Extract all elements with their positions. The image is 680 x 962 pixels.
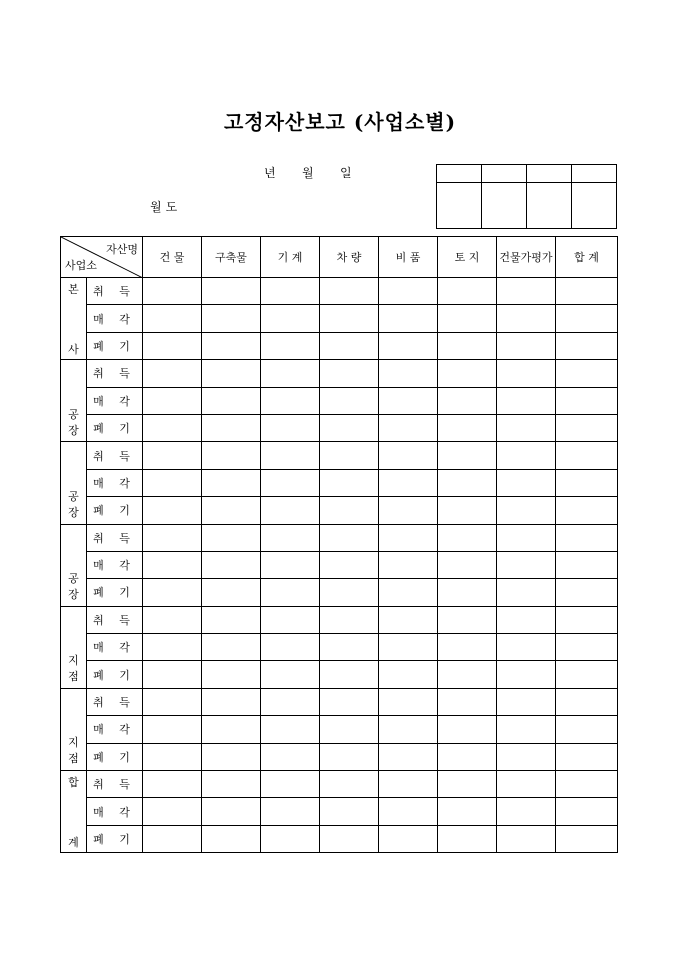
date-year-label: 년 (264, 166, 276, 180)
office-label-bottom: 점 (68, 670, 79, 684)
value-cell[interactable] (556, 551, 618, 578)
column-header: 차 량 (320, 237, 379, 278)
value-cell[interactable] (556, 579, 618, 606)
value-cell[interactable] (320, 442, 379, 469)
transaction-type-label: 폐 기 (87, 332, 143, 359)
value-cell[interactable] (143, 332, 202, 359)
value-cell[interactable] (497, 743, 556, 770)
office-label-bottom: 장 (68, 588, 79, 602)
value-cell[interactable] (379, 798, 438, 825)
value-cell[interactable] (202, 360, 261, 387)
value-cell[interactable] (379, 305, 438, 332)
value-cell[interactable] (320, 414, 379, 441)
value-cell[interactable] (379, 387, 438, 414)
value-cell[interactable] (261, 661, 320, 688)
value-cell[interactable] (202, 469, 261, 496)
date-month-label: 월 (302, 166, 314, 180)
value-cell[interactable] (261, 442, 320, 469)
transaction-type-label: 취 득 (87, 360, 143, 387)
value-cell[interactable] (320, 305, 379, 332)
table-row (61, 579, 618, 606)
table-row (61, 743, 618, 770)
value-cell[interactable] (261, 798, 320, 825)
table-row (61, 414, 618, 441)
transaction-type-label: 폐 기 (87, 497, 143, 524)
transaction-type-label: 매 각 (87, 798, 143, 825)
value-cell[interactable] (379, 606, 438, 633)
value-cell[interactable] (261, 551, 320, 578)
value-cell[interactable] (379, 278, 438, 305)
transaction-type-label: 취 득 (87, 442, 143, 469)
value-cell[interactable] (497, 442, 556, 469)
office-group-label (61, 606, 87, 688)
value-cell[interactable] (261, 716, 320, 743)
value-cell[interactable] (379, 716, 438, 743)
value-cell[interactable] (379, 825, 438, 852)
approval-header-cell[interactable] (572, 165, 617, 183)
value-cell[interactable] (143, 743, 202, 770)
value-cell[interactable] (320, 579, 379, 606)
table-row (61, 360, 618, 387)
transaction-type-label: 매 각 (87, 469, 143, 496)
value-cell[interactable] (438, 497, 497, 524)
value-cell[interactable] (143, 716, 202, 743)
approval-box (436, 164, 617, 229)
value-cell[interactable] (202, 798, 261, 825)
office-label-bottom: 계 (68, 835, 79, 849)
office-label-bottom: 점 (68, 752, 79, 766)
office-label-bottom: 장 (68, 505, 79, 519)
table-row (61, 825, 618, 852)
value-cell[interactable] (320, 688, 379, 715)
table-row (61, 771, 618, 798)
value-cell[interactable] (438, 634, 497, 661)
value-cell[interactable] (143, 771, 202, 798)
value-cell[interactable] (438, 688, 497, 715)
value-cell[interactable] (143, 551, 202, 578)
value-cell[interactable] (379, 469, 438, 496)
value-cell[interactable] (438, 661, 497, 688)
table-row (61, 551, 618, 578)
transaction-type-label: 폐 기 (87, 579, 143, 606)
transaction-type-label: 취 득 (87, 771, 143, 798)
value-cell[interactable] (497, 332, 556, 359)
value-cell[interactable] (497, 305, 556, 332)
value-cell[interactable] (320, 716, 379, 743)
value-cell[interactable] (556, 387, 618, 414)
value-cell[interactable] (261, 360, 320, 387)
column-header: 건 물 (143, 237, 202, 278)
transaction-type-label: 폐 기 (87, 661, 143, 688)
transaction-type-label: 취 득 (87, 606, 143, 633)
value-cell[interactable] (497, 661, 556, 688)
transaction-type-label: 취 득 (87, 524, 143, 551)
value-cell[interactable] (556, 688, 618, 715)
approval-sign-cell[interactable] (437, 183, 482, 229)
value-cell[interactable] (379, 743, 438, 770)
office-group-label (61, 360, 87, 442)
value-cell[interactable] (202, 771, 261, 798)
value-cell[interactable] (202, 661, 261, 688)
column-header: 비 품 (379, 237, 438, 278)
office-label-bottom: 사 (68, 342, 79, 356)
value-cell[interactable] (202, 278, 261, 305)
value-cell[interactable] (261, 278, 320, 305)
value-cell[interactable] (438, 771, 497, 798)
value-cell[interactable] (202, 497, 261, 524)
table-row (61, 661, 618, 688)
value-cell[interactable] (556, 360, 618, 387)
value-cell[interactable] (261, 332, 320, 359)
value-cell[interactable] (556, 716, 618, 743)
value-cell[interactable] (261, 771, 320, 798)
transaction-type-label: 매 각 (87, 305, 143, 332)
value-cell[interactable] (379, 551, 438, 578)
value-cell[interactable] (320, 661, 379, 688)
value-cell[interactable] (556, 524, 618, 551)
value-cell[interactable] (556, 278, 618, 305)
value-cell[interactable] (320, 771, 379, 798)
value-cell[interactable] (497, 606, 556, 633)
value-cell[interactable] (497, 469, 556, 496)
value-cell[interactable] (261, 414, 320, 441)
transaction-type-label: 취 득 (87, 278, 143, 305)
office-label-top: 지 (68, 736, 79, 750)
value-cell[interactable] (143, 414, 202, 441)
approval-sign-cell[interactable] (527, 183, 572, 229)
approval-header-cell[interactable] (482, 165, 527, 183)
value-cell[interactable] (143, 524, 202, 551)
value-cell[interactable] (320, 278, 379, 305)
value-cell[interactable] (556, 771, 618, 798)
table-row (61, 524, 618, 551)
value-cell[interactable] (438, 414, 497, 441)
column-header: 기 계 (261, 237, 320, 278)
value-cell[interactable] (438, 798, 497, 825)
value-cell[interactable] (556, 497, 618, 524)
value-cell[interactable] (497, 551, 556, 578)
value-cell[interactable] (497, 771, 556, 798)
value-cell[interactable] (556, 661, 618, 688)
column-header: 건물가평가 (497, 237, 556, 278)
value-cell[interactable] (320, 743, 379, 770)
transaction-type-label: 폐 기 (87, 414, 143, 441)
office-label-top: 본 (68, 282, 79, 296)
value-cell[interactable] (438, 524, 497, 551)
office-group-label (61, 688, 87, 770)
table-row (61, 469, 618, 496)
approval-sign-cell[interactable] (572, 183, 617, 229)
approval-header-cell[interactable] (437, 165, 482, 183)
value-cell[interactable] (320, 497, 379, 524)
value-cell[interactable] (556, 798, 618, 825)
value-cell[interactable] (556, 305, 618, 332)
value-cell[interactable] (143, 634, 202, 661)
value-cell[interactable] (202, 524, 261, 551)
value-cell[interactable] (143, 579, 202, 606)
corner-top-label: 자산명 (106, 243, 138, 256)
office-label-top: 지 (68, 654, 79, 668)
asset-report-table (60, 236, 618, 853)
value-cell[interactable] (438, 825, 497, 852)
value-cell[interactable] (202, 825, 261, 852)
value-cell[interactable] (261, 825, 320, 852)
column-header: 토 지 (438, 237, 497, 278)
office-group-label (61, 771, 87, 853)
value-cell[interactable] (379, 414, 438, 441)
value-cell[interactable] (497, 524, 556, 551)
value-cell[interactable] (202, 551, 261, 578)
office-label-top: 공 (68, 572, 79, 586)
value-cell[interactable] (497, 825, 556, 852)
office-group-label (61, 524, 87, 606)
table-row (61, 634, 618, 661)
value-cell[interactable] (261, 387, 320, 414)
table-row (61, 688, 618, 715)
value-cell[interactable] (497, 798, 556, 825)
value-cell[interactable] (261, 469, 320, 496)
value-cell[interactable] (143, 497, 202, 524)
value-cell[interactable] (497, 716, 556, 743)
value-cell[interactable] (261, 305, 320, 332)
value-cell[interactable] (320, 332, 379, 359)
value-cell[interactable] (202, 688, 261, 715)
table-row (61, 442, 618, 469)
transaction-type-label: 매 각 (87, 551, 143, 578)
value-cell[interactable] (143, 387, 202, 414)
value-cell[interactable] (320, 798, 379, 825)
value-cell[interactable] (556, 442, 618, 469)
value-cell[interactable] (202, 743, 261, 770)
value-cell[interactable] (261, 634, 320, 661)
value-cell[interactable] (320, 606, 379, 633)
value-cell[interactable] (497, 387, 556, 414)
value-cell[interactable] (497, 278, 556, 305)
value-cell[interactable] (320, 634, 379, 661)
value-cell[interactable] (438, 278, 497, 305)
table-row (61, 497, 618, 524)
value-cell[interactable] (202, 634, 261, 661)
table-row (61, 716, 618, 743)
value-cell[interactable] (202, 305, 261, 332)
value-cell[interactable] (261, 524, 320, 551)
value-cell[interactable] (556, 634, 618, 661)
value-cell[interactable] (438, 743, 497, 770)
value-cell[interactable] (497, 579, 556, 606)
value-cell[interactable] (438, 469, 497, 496)
value-cell[interactable] (202, 442, 261, 469)
value-cell[interactable] (497, 497, 556, 524)
office-label-top: 합 (68, 775, 79, 789)
office-group-label (61, 442, 87, 524)
value-cell[interactable] (556, 606, 618, 633)
value-cell[interactable] (556, 332, 618, 359)
value-cell[interactable] (438, 332, 497, 359)
transaction-type-label: 폐 기 (87, 743, 143, 770)
value-cell[interactable] (202, 716, 261, 743)
value-cell[interactable] (261, 497, 320, 524)
value-cell[interactable] (556, 414, 618, 441)
value-cell[interactable] (143, 305, 202, 332)
corner-bottom-label: 사업소 (65, 259, 97, 272)
value-cell[interactable] (143, 688, 202, 715)
table-row (61, 606, 618, 633)
table-row (61, 305, 618, 332)
value-cell[interactable] (143, 442, 202, 469)
transaction-type-label: 폐 기 (87, 825, 143, 852)
date-day-label: 일 (340, 166, 352, 180)
value-cell[interactable] (143, 825, 202, 852)
value-cell[interactable] (438, 442, 497, 469)
value-cell[interactable] (497, 360, 556, 387)
value-cell[interactable] (438, 716, 497, 743)
transaction-type-label: 매 각 (87, 634, 143, 661)
value-cell[interactable] (556, 469, 618, 496)
value-cell[interactable] (497, 688, 556, 715)
office-group-label (61, 278, 87, 360)
value-cell[interactable] (143, 661, 202, 688)
value-cell[interactable] (202, 414, 261, 441)
value-cell[interactable] (379, 360, 438, 387)
transaction-type-label: 매 각 (87, 387, 143, 414)
value-cell[interactable] (379, 688, 438, 715)
value-cell[interactable] (202, 387, 261, 414)
value-cell[interactable] (320, 551, 379, 578)
value-cell[interactable] (379, 524, 438, 551)
value-cell[interactable] (438, 360, 497, 387)
value-cell[interactable] (320, 360, 379, 387)
value-cell[interactable] (202, 332, 261, 359)
value-cell[interactable] (261, 606, 320, 633)
table-row (61, 332, 618, 359)
value-cell[interactable] (143, 469, 202, 496)
value-cell[interactable] (320, 825, 379, 852)
period-label: 월도 (150, 200, 182, 214)
table-row (61, 798, 618, 825)
value-cell[interactable] (556, 825, 618, 852)
value-cell[interactable] (438, 305, 497, 332)
value-cell[interactable] (497, 414, 556, 441)
value-cell[interactable] (379, 442, 438, 469)
column-header: 합 계 (556, 237, 618, 278)
value-cell[interactable] (261, 579, 320, 606)
transaction-type-label: 취 득 (87, 688, 143, 715)
transaction-type-label: 매 각 (87, 716, 143, 743)
value-cell[interactable] (438, 387, 497, 414)
approval-header-cell[interactable] (527, 165, 572, 183)
value-cell[interactable] (143, 798, 202, 825)
office-label-bottom: 장 (68, 423, 79, 437)
office-label-top: 공 (68, 489, 79, 503)
value-cell[interactable] (261, 743, 320, 770)
value-cell[interactable] (379, 497, 438, 524)
value-cell[interactable] (320, 387, 379, 414)
value-cell[interactable] (379, 332, 438, 359)
table-row (61, 387, 618, 414)
value-cell[interactable] (261, 688, 320, 715)
value-cell[interactable] (438, 579, 497, 606)
value-cell[interactable] (320, 469, 379, 496)
value-cell[interactable] (320, 524, 379, 551)
value-cell[interactable] (143, 278, 202, 305)
value-cell[interactable] (556, 743, 618, 770)
value-cell[interactable] (379, 634, 438, 661)
corner-header (61, 237, 143, 278)
approval-sign-cell[interactable] (482, 183, 527, 229)
value-cell[interactable] (438, 551, 497, 578)
page-title: 고정자산보고 (사업소별) (223, 110, 457, 134)
value-cell[interactable] (202, 606, 261, 633)
table-row (61, 278, 618, 305)
value-cell[interactable] (143, 606, 202, 633)
column-header: 구축물 (202, 237, 261, 278)
value-cell[interactable] (143, 360, 202, 387)
value-cell[interactable] (438, 606, 497, 633)
office-label-top: 공 (68, 407, 79, 421)
value-cell[interactable] (202, 579, 261, 606)
value-cell[interactable] (497, 634, 556, 661)
value-cell[interactable] (379, 579, 438, 606)
value-cell[interactable] (379, 661, 438, 688)
value-cell[interactable] (379, 771, 438, 798)
